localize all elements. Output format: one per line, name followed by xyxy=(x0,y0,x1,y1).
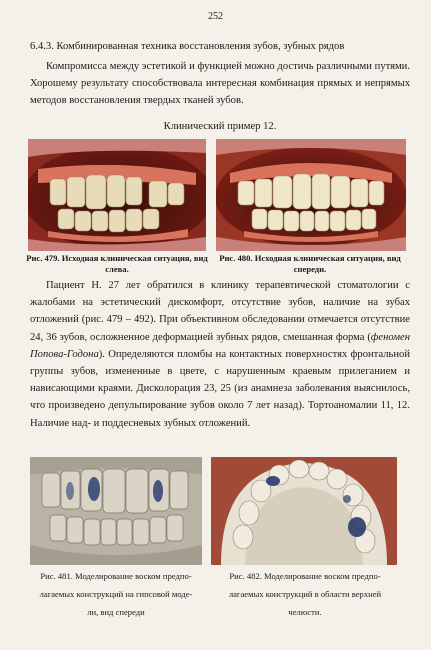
figure-479-photo xyxy=(28,139,206,251)
figure-482-caption-line2: лагаемых конструкций в области верхней xyxy=(228,589,382,599)
figure-481-caption-line3: ли, вид спереди xyxy=(87,607,145,617)
figure-482-caption xyxy=(205,567,405,621)
figure-482-photo xyxy=(211,457,397,565)
section-heading xyxy=(30,38,410,55)
figure-481-photo xyxy=(30,457,202,565)
figure-479-caption-text: Исходная клиническая ситуация, вид слева. xyxy=(61,253,208,274)
case-paragraph-part1: Пациент Н. 27 лет обратился в клинику терапевтической стоматологии с жалобами на эстетический дискомфорт, отсутствие зубов, наличие на зубах отложений (рис. 479 – 492). При объективном обследовании отмечается отсутствие 24, 36 зубов, осложненное деформацией зубных рядов, смешанная форма ( xyxy=(30,280,410,343)
figure-479-caption xyxy=(20,253,214,275)
figure-481-caption-line2: лагаемых конструкций на гипсовой моде- xyxy=(39,589,193,599)
mouth-front-view-image xyxy=(216,139,406,251)
case-paragraph-part2: ). Определяются пломбы на контактных поверхностях фронтальной группы зубов, измененные в цвете, с нарушенным краевым прилеганием и нависающими краями. Дисколорация 23, 25 (из анамнеза заболевания выяснилось, что произведено депульпирование зубов около 7 лет назад). Тортоаномалии 11, 12. Наличие над- и поддесневых зубных отложений. xyxy=(30,348,410,429)
upper-jaw-model-image xyxy=(211,457,397,565)
figure-482-caption-line1: Рис. 482. Моделирование воском предпо- xyxy=(229,571,381,581)
mouth-side-view-image xyxy=(28,139,206,251)
figure-479-label: Рис. 479. xyxy=(26,253,60,263)
clinical-example-title: Клинический пример 12. xyxy=(163,121,277,132)
section-heading-text: 6.4.3. Комбинированная техника восстановления зубов, зубных рядов xyxy=(30,41,345,52)
intro-paragraph: Компромисса между эстетикой и функцией можно достичь различными путями. Хорошему результату способствовала интересная комбинация прямых и непрямых методов восстановления твердых тканей зубов. xyxy=(30,61,410,107)
figure-480-photo xyxy=(216,139,406,251)
clinical-example-block xyxy=(30,118,410,135)
intro-block xyxy=(30,58,410,110)
figure-480-caption-text: Исходная клиническая ситуация, вид спереди. xyxy=(254,253,401,274)
figure-480-label: Рис. 480. xyxy=(219,253,253,263)
figure-480-caption xyxy=(210,253,410,275)
figure-481-caption xyxy=(20,567,212,621)
case-description xyxy=(30,277,410,432)
plaster-model-front-image xyxy=(30,457,202,565)
figure-482-caption-line3: челюсти. xyxy=(288,607,322,617)
page-number: 252 xyxy=(208,11,223,22)
figure-481-caption-line1: Рис. 481. Моделирование воском предпо- xyxy=(40,571,192,581)
case-paragraph-italic-term: феномен Попова-Годона xyxy=(30,331,410,360)
case-paragraph xyxy=(30,277,410,432)
